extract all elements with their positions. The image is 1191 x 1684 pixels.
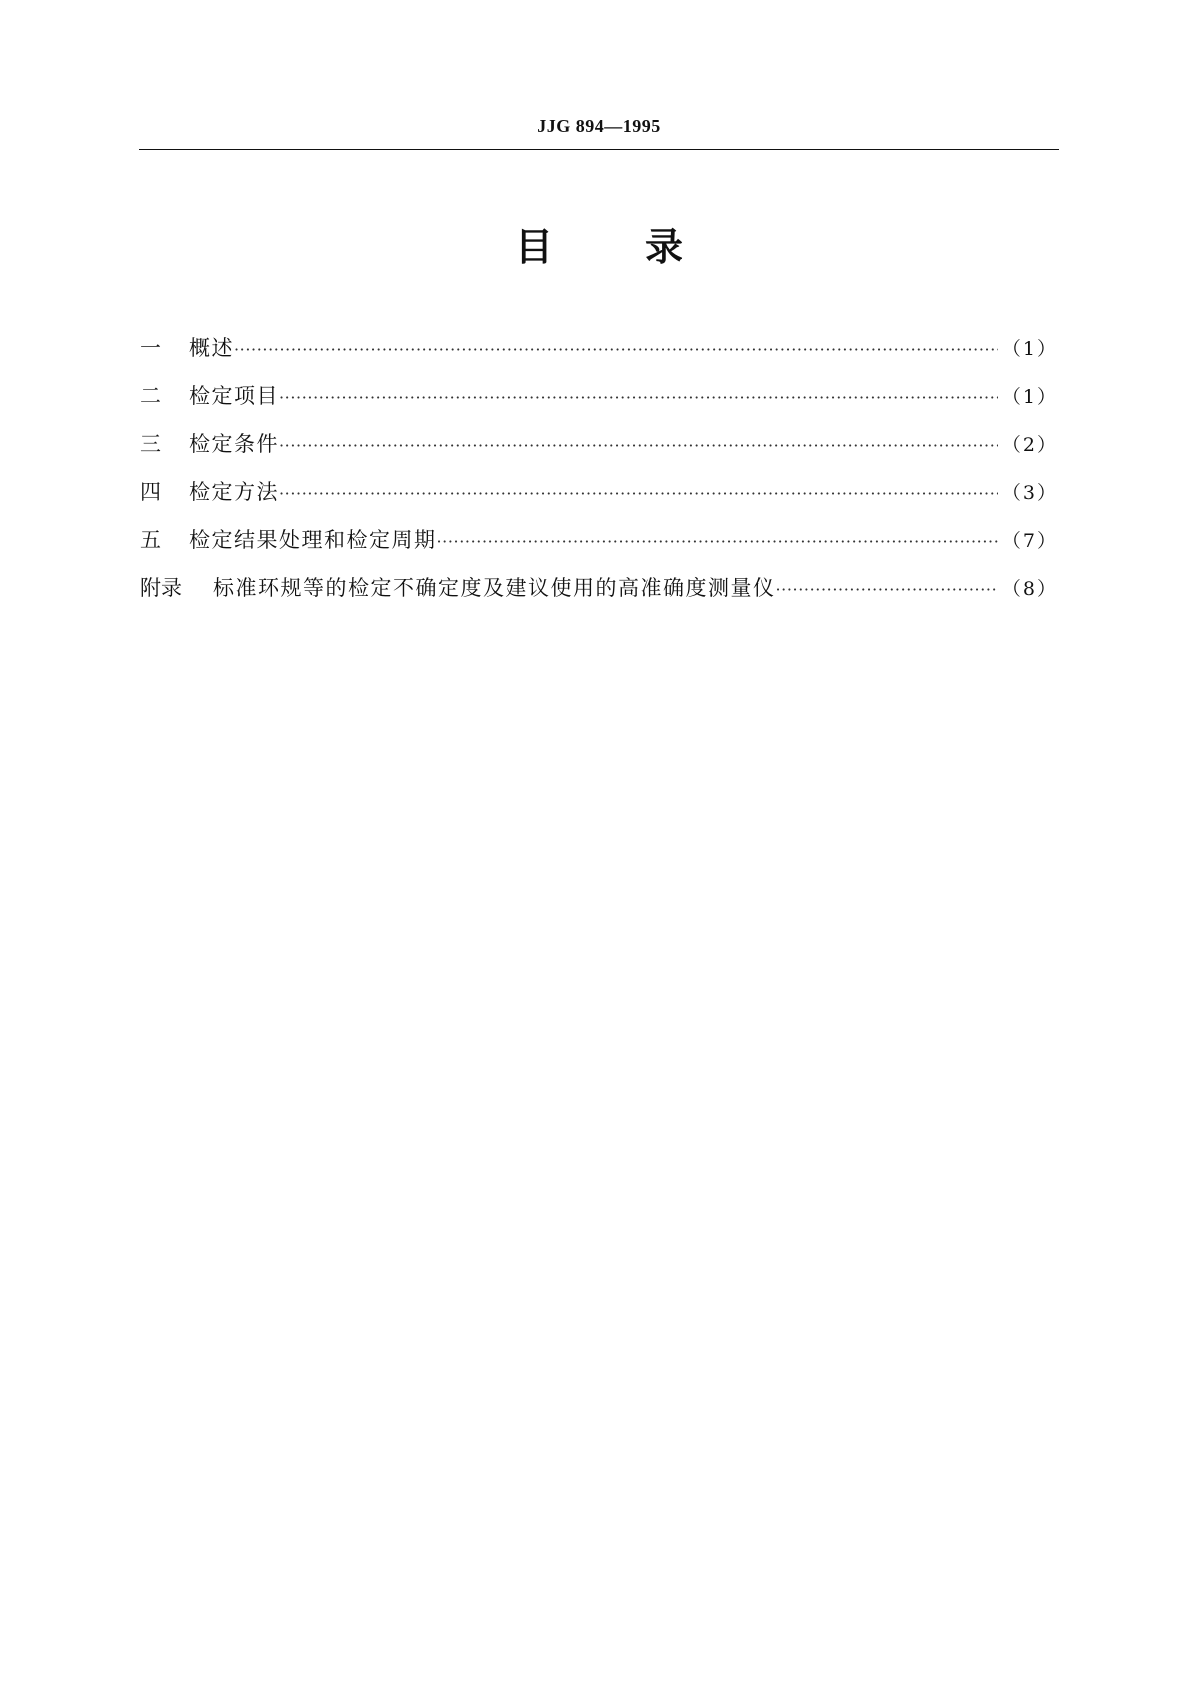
toc-entry-page: （1） [1001, 338, 1058, 360]
toc-entry-page: （2） [1001, 434, 1058, 456]
toc-entry-number: 五 [140, 528, 161, 552]
toc-dot-leader [437, 527, 998, 557]
toc-title [139, 222, 1059, 272]
toc-entry-number: 二 [140, 384, 161, 408]
toc-entry-number: 一 [140, 336, 161, 360]
toc-dot-leader [279, 431, 998, 461]
toc-entry-page: （1） [1001, 386, 1058, 408]
toc-entry-appendix [140, 573, 1058, 621]
toc-entry [140, 429, 1058, 477]
toc-entry-number: 四 [140, 480, 161, 504]
toc-entry-title: 检定条件 [189, 432, 279, 456]
toc-title-char: 目 [514, 225, 553, 269]
toc-entry-number: 附录 [140, 576, 182, 600]
toc-entry-title: 概述 [189, 336, 234, 360]
toc-entry-title: 检定方法 [189, 480, 279, 504]
toc-dot-leader [279, 383, 998, 413]
toc-entry [140, 477, 1058, 525]
toc-entry-page: （3） [1001, 482, 1058, 504]
toc-entry-number: 三 [140, 432, 161, 456]
toc-entry-title: 检定项目 [189, 384, 279, 408]
toc-title-char: 录 [645, 225, 684, 269]
toc-dot-leader [776, 575, 998, 605]
toc-entry-page: （7） [1001, 530, 1058, 552]
toc-entry-page: （8） [1001, 578, 1058, 600]
toc-entry [140, 525, 1058, 573]
page-header-code: JJG 894—1995 [537, 116, 661, 136]
toc-list [140, 333, 1058, 621]
toc-dot-leader [234, 335, 998, 365]
header-rule [139, 149, 1059, 150]
toc-entry-title: 标准环规等的检定不确定度及建议使用的高准确度测量仪 [213, 576, 776, 600]
toc-dot-leader [279, 479, 998, 509]
toc-entry [140, 333, 1058, 381]
toc-entry [140, 381, 1058, 429]
toc-entry-title: 检定结果处理和检定周期 [189, 528, 437, 552]
